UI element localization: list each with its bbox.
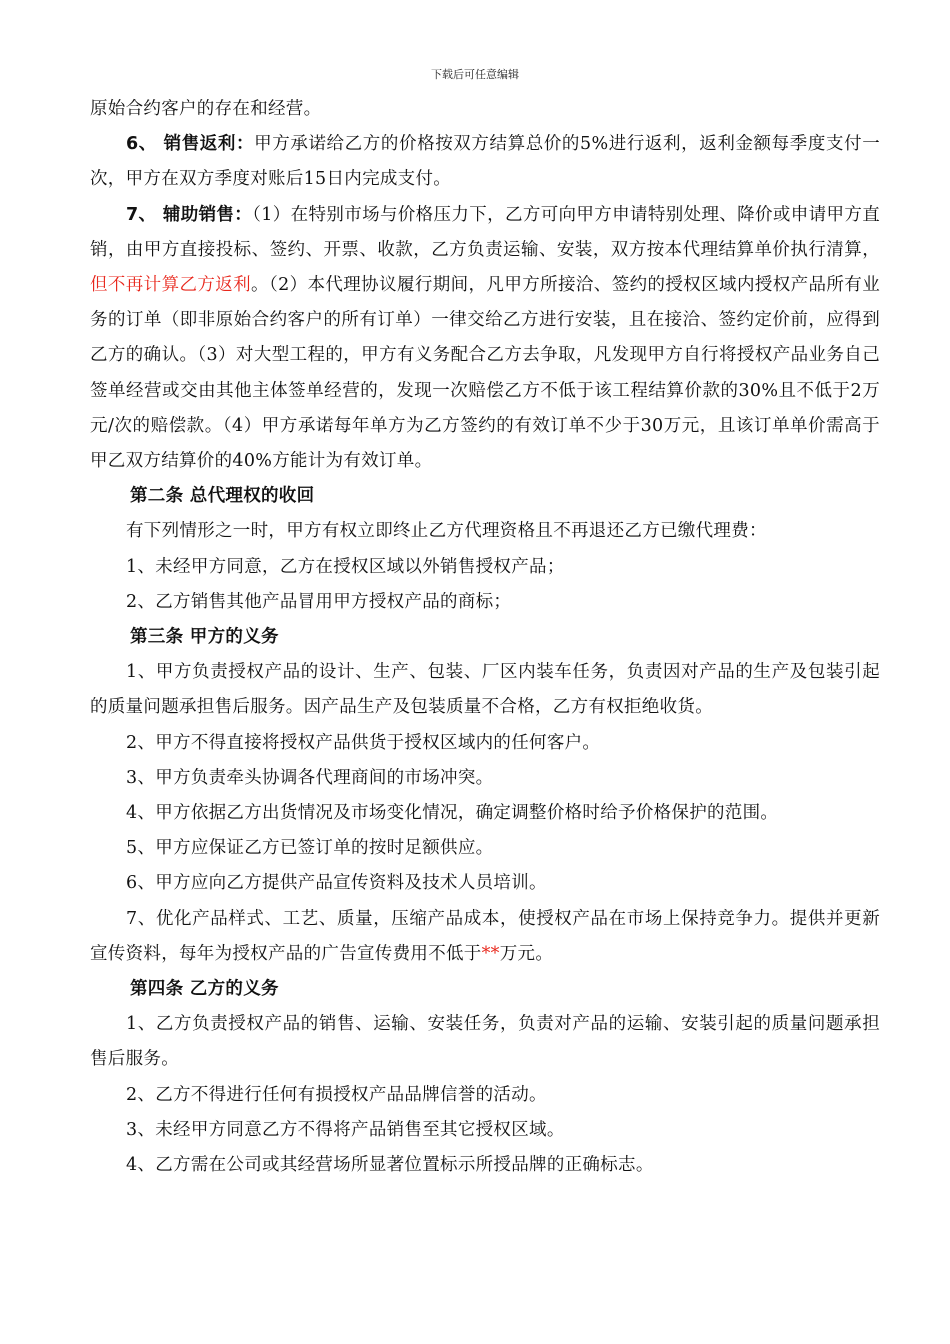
article-2-intro: 有下列情形之一时，甲方有权立即终止乙方代理资格且不再退还乙方已缴代理费： [126, 521, 767, 542]
clause-6 [90, 127, 880, 197]
article-2-heading: 第二条 总代理权的收回 [130, 486, 315, 507]
article-3-item-7-red: ** [481, 943, 500, 964]
article-4-item: 1、乙方负责授权产品的销售、运输、安装任务，负责对产品的运输、安装引起的质量问题承担售后服务。 [90, 1014, 880, 1070]
page-header: 下载后可任意编辑 [431, 68, 519, 81]
clause-6-label: 6、 销售返利： [126, 134, 255, 155]
article-2-item: 1、未经甲方同意，乙方在授权区域以外销售授权产品； [126, 556, 565, 577]
article-3-item: 3、甲方负责牵头协调各代理商间的市场冲突。 [126, 767, 494, 788]
article-3-item: 4、甲方依据乙方出货情况及市场变化情况，确定调整价格时给予价格保护的范围。 [126, 803, 779, 824]
clause-7-label: 7、 辅助销售： [126, 204, 253, 225]
article-3-heading: 第三条 甲方的义务 [130, 627, 279, 648]
article-4-item: 4、乙方需在公司或其经营场所显著位置标示所授品牌的正确标志。 [126, 1155, 654, 1176]
clause-7 [90, 198, 880, 480]
document-body [90, 92, 880, 1183]
article-3-item-7-before: 7、优化产品样式、工艺、质量，压缩产品成本，使授权产品在市场上保持竞争力。提供并更新宣传资料，每年为授权产品的广告宣传费用不低于 [90, 908, 880, 964]
paragraph-continuation: 原始合约客户的存在和经营。 [90, 99, 322, 119]
article-3-item: 1、甲方负责授权产品的设计、生产、包装、厂区内装车任务，负责因对产品的生产及包装引起的质量问题承担售后服务。因产品生产及包装质量不合格，乙方有权拒绝收货。 [90, 662, 880, 718]
article-3-item-7-after: 万元。 [499, 943, 554, 964]
article-4-heading: 第四条 乙方的义务 [130, 979, 279, 1000]
article-3-item-7 [90, 902, 880, 972]
article-4-item: 3、未经甲方同意乙方不得将产品销售至其它授权区域。 [126, 1119, 565, 1140]
article-3-item: 6、甲方应向乙方提供产品宣传资料及技术人员培训。 [126, 873, 547, 894]
clause-7-text-after: 。（2）本代理协议履行期间，凡甲方所接洽、签约的授权区域内授权产品所有业务的订单（即非原始合约客户的所有订单）一律交给乙方进行安装，且在接洽、签约定价前，应得到乙方的确认。（3）对大型工程的，甲方有义务配合乙方去争取，凡发现甲方自行将授权产品业务自己签单经营或交由其他主体签单经营的，发现一次赔偿乙方不低于该工程结算价款的30%且不低于2万元/次的赔偿款。（4）甲方承诺每年单方为乙方签约的有效订单不少于30万元，且该订单单价需高于甲乙双方结算价的40%方能计为有效订单。 [90, 275, 880, 472]
clause-7-text-before: （1）在特别市场与价格压力下，乙方可向甲方申请特别处理、降价或申请甲方直销，由甲方直接投标、签约、开票、收款，乙方负责运输、安装，双方按本代理结算单价执行清算， [90, 204, 881, 260]
article-2-item: 2、乙方销售其他产品冒用甲方授权产品的商标； [126, 591, 512, 612]
article-3-item: 5、甲方应保证乙方已签订单的按时足额供应。 [126, 838, 494, 859]
clause-6-text: 甲方承诺给乙方的价格按双方结算总价的5%进行返利，返利金额每季度支付一次，甲方在双方季度对账后15日内完成支付。 [90, 134, 880, 190]
clause-7-red-text: 但不再计算乙方返利 [90, 275, 252, 296]
article-3-item: 2、甲方不得直接将授权产品供货于授权区域内的任何客户。 [126, 732, 601, 753]
article-4-item: 2、乙方不得进行任何有损授权产品品牌信誉的活动。 [126, 1084, 547, 1105]
